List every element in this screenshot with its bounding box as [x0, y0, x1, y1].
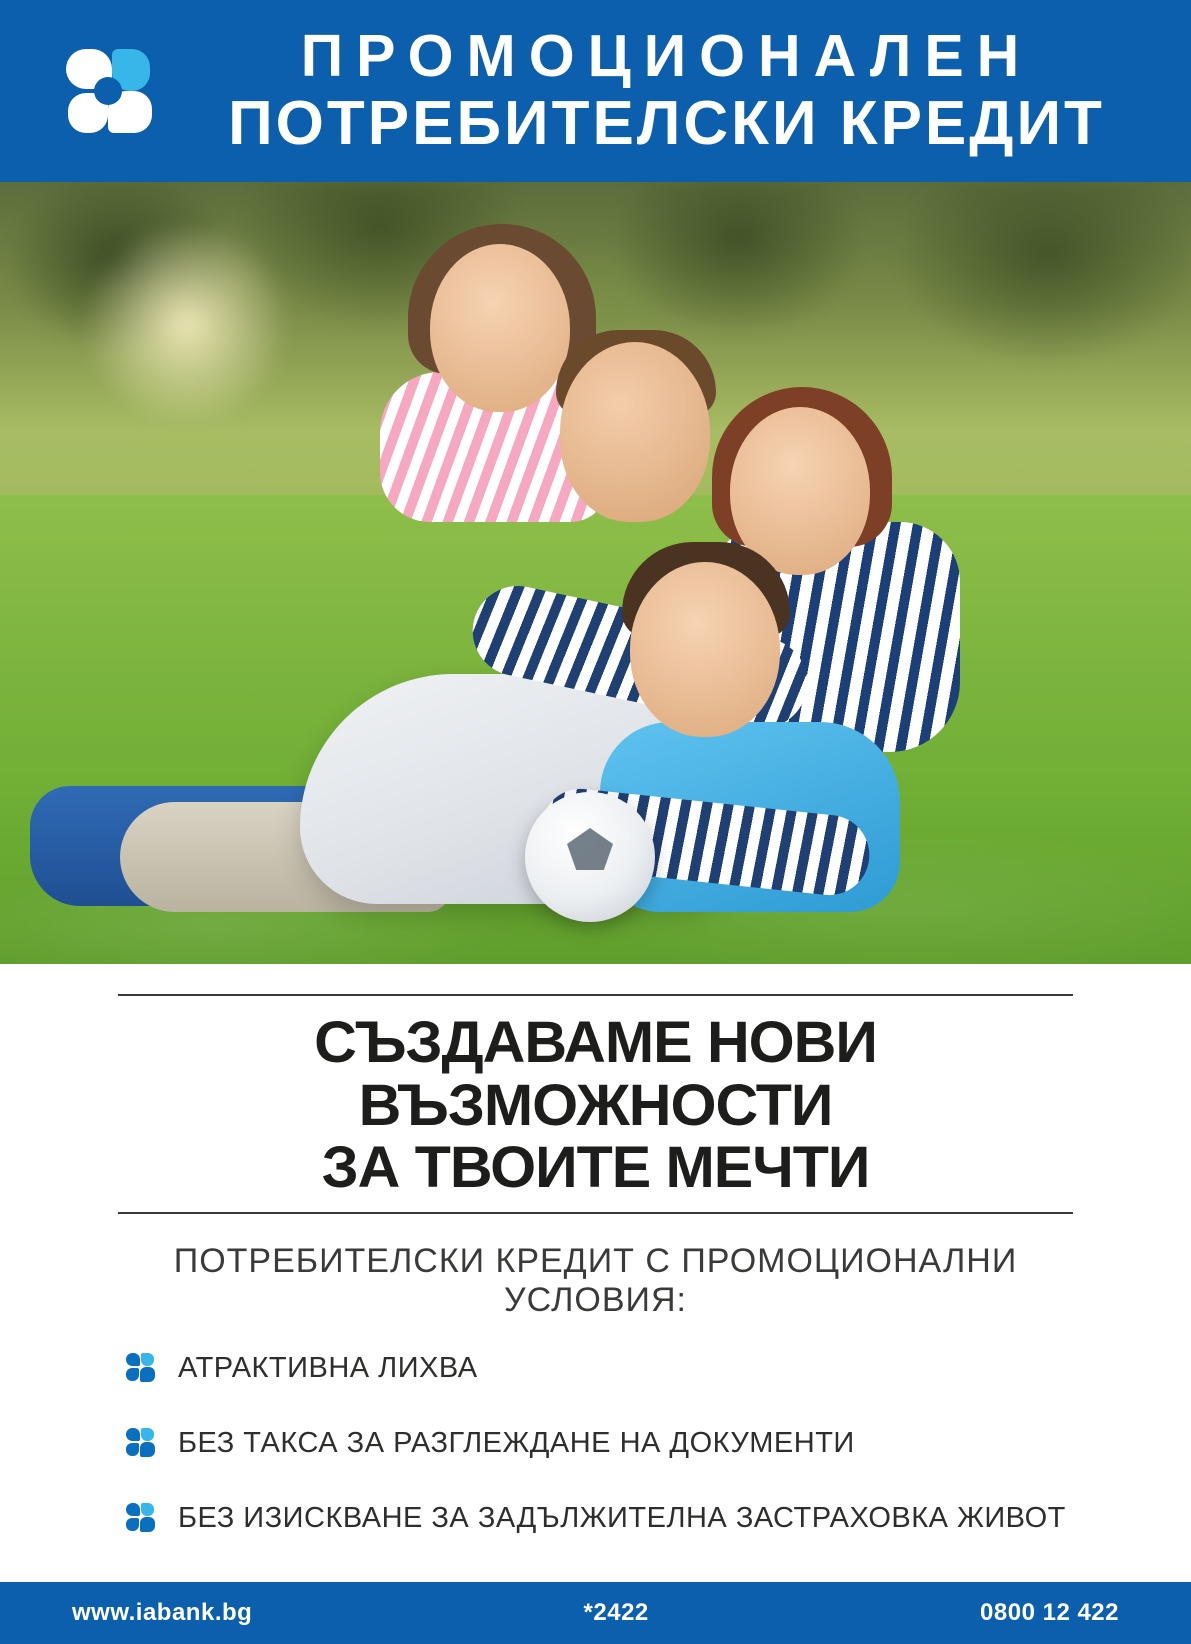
header-title-line2: ПОТРЕБИТЕЛСКИ КРЕДИТ	[228, 88, 1105, 158]
poster-header	[0, 0, 1191, 182]
hero-sun-glow	[71, 229, 301, 419]
list-item	[126, 1427, 1073, 1460]
list-item	[126, 1352, 1073, 1385]
headline-line2: ЗА ТВОИТЕ МЕЧТИ	[321, 1135, 870, 1201]
poster-content	[0, 964, 1191, 1582]
football-icon	[525, 792, 655, 922]
header-title-line1: ПРОМОЦИОНАЛЕН	[300, 23, 1033, 90]
iabank-logo-icon	[60, 43, 156, 139]
list-item-label: БЕЗ ТАКСА ЗА РАЗГЛЕЖДАНЕ НА ДОКУМЕНТИ	[178, 1426, 855, 1459]
footer-website-link[interactable]: www.iabank.bg	[72, 1599, 253, 1626]
headline-line1: СЪЗДАВАМЕ НОВИ ВЪЗМОЖНОСТИ	[314, 1010, 877, 1138]
bullet-pinwheel-icon	[126, 1428, 156, 1458]
figure-boy-head	[630, 562, 780, 737]
benefits-list	[118, 1352, 1073, 1535]
footer-short-number[interactable]: *2422	[583, 1599, 649, 1626]
bullet-pinwheel-icon	[126, 1503, 156, 1533]
figure-father-head	[560, 342, 710, 522]
footer-phone-number[interactable]: 0800 12 422	[980, 1599, 1119, 1626]
list-item-label: АТРАКТИВНА ЛИХВА	[178, 1351, 478, 1384]
bullet-pinwheel-icon	[126, 1353, 156, 1383]
page-title	[108, 996, 1082, 1212]
header-titles	[182, 23, 1151, 158]
hero-photo	[0, 182, 1191, 964]
list-item	[126, 1502, 1073, 1535]
subheadline: ПОТРЕБИТЕЛСКИ КРЕДИТ С ПРОМОЦИОНАЛНИ УСЛОВИЯ:	[173, 1241, 1018, 1319]
poster-footer	[0, 1582, 1191, 1644]
list-item-label: БЕЗ ИЗИСКВАНЕ ЗА ЗАДЪЛЖИТЕЛНА ЗАСТРАХОВКА ЖИВОТ	[178, 1501, 1066, 1534]
figure-girl-head	[430, 244, 570, 412]
